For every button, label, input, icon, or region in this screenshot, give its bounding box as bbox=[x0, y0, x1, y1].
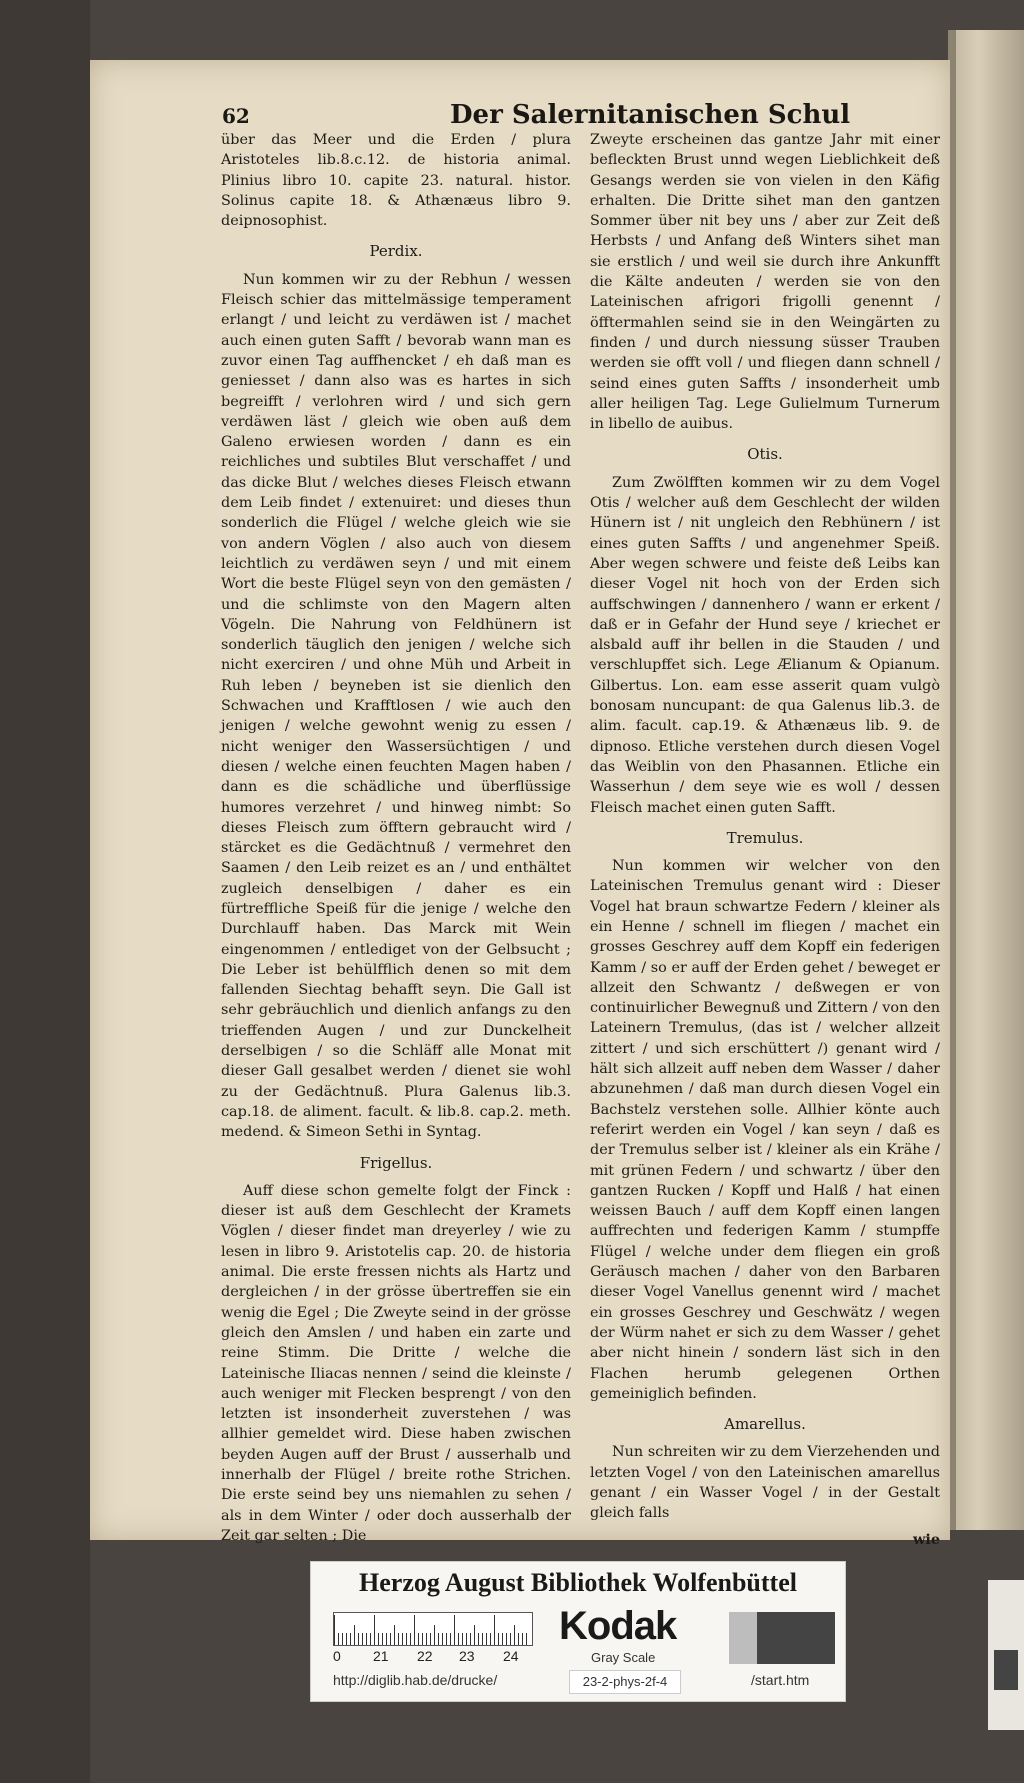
perdix-paragraph: Nun kommen wir zu der Rebhun / wessen Fleisch schier das mittelmässige temperament erlangt / und leicht zu verdäwen ist / machet auch einen guten Safft / bevorab wann man es zuvor einen Tag auffhencket / eh daß man es geniesset / dann also was es hartes in sich begreifft / verlohren wird / und sich gern verdäwen läst / gleich wie oben auß dem Galeno erwiesen worden / dann es ein reichliches und subtiles Blut verschaffet / und das dicke Blut / welches dieses Fleisch etwann dem Leib findet / extenuiret: und dieses thun sonderlich die Flügel / welche gleich wie sie von andern Vöglen / also auch von diesem leichtlich zu verdäwen seyn / und mit einem Wort die beste Flügel seyn von den gemästen / und die schlimste von den Magern alten Vögeln. Die Nahrung von Feldhünern ist sonderlich täuglich den jenigen / welche sich nicht exerciren / und ohne Müh und Arbeit in Ruh leben / beyneben ist sie dienlich den Schwachen und Krafftlosen / wie auch den jenigen / welche gewohnt wenig zu essen / nicht weniger den Wassersüchtigen / und diesen / welche einen feuchten Magen haben / dann es die schädliche und überflüssige humores verzehret / und hinweg nimbt: So dieses Fleisch zum öfftern gebraucht wird / stärcket es die Gedächtnuß / vermehret den Saamen / den Leib reizet es an / und enthältet zugleich denselbigen / daher es ein fürtreffliche Speiß für die jenige / welche den Durchlauff haben. Das Marck mit Wein eingenommen / entlediget von der Gelbsucht ; Die Leber ist behülfflich denen so mit dem fallenden Siechtag behafft seyn. Die Gall ist sehr gebräuchlich und dienlich anfangs zu den trieffenden Augen / und zur Dunckelheit derselbigen / so die Schläff alle Monat mit dieser Gall gesalbet werden / dienet sie wohl zu der Gedächtnuß. Plura Galenus lib.3. cap.18. de aliment. facult. & lib.8. cap.2. meth. medend. & Simeon Sethi in Syntag. bbox=[221, 271, 571, 1141]
ruler-tick bbox=[474, 1625, 475, 1645]
ruler-tick bbox=[486, 1633, 487, 1645]
adjacent-swatch bbox=[994, 1650, 1018, 1690]
ruler-tick bbox=[390, 1633, 391, 1645]
ruler-tick bbox=[518, 1633, 519, 1645]
ruler-tick bbox=[370, 1633, 371, 1645]
ruler-tick bbox=[522, 1633, 523, 1645]
ruler-tick bbox=[438, 1633, 439, 1645]
ruler-tick bbox=[402, 1633, 403, 1645]
next-page-edge bbox=[948, 30, 1024, 1530]
ruler-tick bbox=[358, 1633, 359, 1645]
ruler-tick bbox=[498, 1633, 499, 1645]
ruler-tick bbox=[526, 1633, 527, 1645]
ruler-tick bbox=[506, 1633, 507, 1645]
frigellus-paragraph: Auff diese schon gemelte folgt der Finck : dieser ist auß dem Geschlecht der Kramets Vöglen / dieser findet man dreyerley / wie zu lesen in libro 9. Aristotelis cap. 20. de historia animal. Die erste fressen nichts als Hartz und dergleichen / in der grösse übertreffen sie ein wenig die Egel ; Die Zweyte seind in der grösse gleich den Amslen / und haben ein zarte und reine Stimm. Die Dritte / welche die Lateinische Iliacas nennen / seind die kleinste / auch weniger mit Flecken besprengt / von den letzten ist insonderheit zuverstehen / was allhier gemeldet wird. Diese haben zwischen beyden Augen auff der Brust / ausserhalb und innerhalb der Flügel / breite rothe Strichen. Die erste seind bey uns niemahlen zu sehen / als in dem Winter / oder doch ausserhalb der Zeit gar selten ; Die bbox=[221, 1182, 571, 1544]
ruler-tick bbox=[350, 1633, 351, 1645]
ruler-tick bbox=[466, 1633, 467, 1645]
url-suffix: /start.htm bbox=[751, 1672, 810, 1688]
ruler-tick bbox=[374, 1615, 375, 1645]
ruler-label: 22 bbox=[417, 1648, 433, 1664]
library-name: Herzog August Bibliothek Wolfenbüttel bbox=[359, 1568, 797, 1597]
ruler-tick bbox=[478, 1633, 479, 1645]
ruler-tick bbox=[454, 1615, 455, 1645]
ruler-tick bbox=[482, 1633, 483, 1645]
ruler-tick bbox=[458, 1633, 459, 1645]
kodak-logo: Kodak bbox=[559, 1604, 677, 1648]
ruler-tick bbox=[514, 1625, 515, 1645]
gray-swatch bbox=[729, 1612, 757, 1664]
ruler-tick bbox=[394, 1625, 395, 1645]
heading-otis: Otis. bbox=[747, 445, 783, 464]
library-color-card bbox=[310, 1561, 846, 1702]
page-number: 62 bbox=[222, 104, 250, 128]
intro-paragraph: über das Meer und die Erden / plura Aristoteles lib.8.c.12. de historia animal. Plinius libro 10. capite 23. natural. histor. Solinus capite 18. & Athænæus libro 9. deipnosophist. bbox=[221, 132, 571, 230]
heading-frigellus: Frigellus. bbox=[359, 1153, 433, 1172]
adjacent-card bbox=[988, 1580, 1024, 1730]
ruler-tick bbox=[470, 1633, 471, 1645]
ruler-tick bbox=[334, 1615, 335, 1645]
heading-perdix: Perdix. bbox=[369, 242, 423, 261]
ruler-tick bbox=[410, 1633, 411, 1645]
ruler-tick bbox=[342, 1633, 343, 1645]
gray-scale-label: Gray Scale bbox=[591, 1650, 656, 1665]
ruler-tick bbox=[502, 1633, 503, 1645]
ruler-tick bbox=[354, 1625, 355, 1645]
ruler-tick bbox=[338, 1633, 339, 1645]
heading-amarellus: Amarellus. bbox=[724, 1415, 806, 1434]
ruler-tick bbox=[362, 1633, 363, 1645]
url-signature: 23-2-phys-2f-4 bbox=[569, 1670, 681, 1694]
ruler-tick bbox=[414, 1615, 415, 1645]
ruler-tick bbox=[378, 1633, 379, 1645]
ruler-label: 23 bbox=[459, 1648, 475, 1664]
tremulus-paragraph: Nun kommen wir welcher von den Lateinischen Tremulus genant wird : Dieser Vogel hat braun schwartze Federn / kleiner als ein Henne / schnell im fliegen / machet ein grosses Geschrey auff dem Kopff ein federigen Kamm / so er auff der Erden gehet / beweget er allzeit den Schwantz / deßwegen er von continuirlicher Bewegnuß und Zittern / von den Lateinern Tremulus, (das ist / welcher allzeit zittert / und sich erschüttert /) genant wird / hält sich allzeit auff neben dem Wasser / daher abzunehmen / daß man durch diesen Vogel ein Bachstelz verstehen solle. Allhier könte auch referirt werden ein Vogel / kan seyn / daß es der Tremulus selber ist / kleiner als ein Krähe / mit grünen Federn / und schwartz / über den gantzen Rucken / Kopff und Halß / hat einen weissen Bauch / auff dem Kopff einen langen auffrechten und federigen Kamm / stumpffe Flügel / welche under dem fliegen ein groß Geräusch machen / daher von den Barbaren dieser Vogel Vanellus genennt wird / machet ein grosses Geschrey und Geschwätz / wegen der Würm nahet er sich zu dem Wasser / gehet aber nicht hinein / sondern läst sich in den Flachen herumb gelegenen Orthen gemeiniglich befinden. bbox=[590, 858, 940, 1402]
ruler-tick bbox=[434, 1625, 435, 1645]
scale-ruler bbox=[333, 1612, 533, 1646]
heading-tremulus: Tremulus. bbox=[726, 828, 804, 847]
ruler-tick bbox=[446, 1633, 447, 1645]
page-header bbox=[90, 100, 950, 134]
ruler-tick bbox=[346, 1633, 347, 1645]
running-title: Der Salernitanischen Schul bbox=[450, 100, 851, 130]
ruler-tick bbox=[386, 1633, 387, 1645]
ruler-tick bbox=[418, 1633, 419, 1645]
ruler-tick bbox=[382, 1633, 383, 1645]
ruler-tick bbox=[406, 1633, 407, 1645]
ruler-tick bbox=[490, 1633, 491, 1645]
ruler-label: 0 bbox=[333, 1648, 341, 1664]
ruler-tick bbox=[398, 1633, 399, 1645]
ruler-tick bbox=[430, 1633, 431, 1645]
ruler-tick bbox=[450, 1633, 451, 1645]
ruler-tick bbox=[442, 1633, 443, 1645]
amarellus-paragraph: Nun schreiten wir zu dem Vierzehenden und letzten Vogel / von den Lateinischen amarellus genant / ein Wasser Vogel / in der Gestalt gleich falls bbox=[590, 1444, 940, 1522]
ruler-tick bbox=[494, 1615, 495, 1645]
ruler-tick bbox=[426, 1633, 427, 1645]
url-prefix: http://diglib.hab.de/drucke/ bbox=[333, 1672, 498, 1688]
dark-swatch bbox=[757, 1612, 835, 1664]
continued-paragraph: Zweyte erscheinen das gantze Jahr mit einer befleckten Brust unnd wegen Lieblichkeit deß Gesangs werden sie von vielen in den Käfig erhalten. Die Dritte sihet man den gantzen Sommer über nit bey uns / aber zur Zeit deß Herbsts / und Anfang deß Winters sihet man sie erstlich / und weil sie durch ihre Ankunfft die Kälte andeuten / werden sie von den Lateinischen afrigori frigolli genennt / öfftermahlen seind sie in den Weingärten zu finden / und durch niessung süsser Trauben werden sie offt voll / und fliegen dann schnell / seind eines guten Saffts / insonderheit umb aller heiligen Tag. Lege Gulielmum Turnerum in libello de auibus. bbox=[590, 132, 940, 433]
right-column bbox=[590, 130, 940, 1550]
ruler-tick bbox=[510, 1633, 511, 1645]
book-page bbox=[90, 60, 950, 1548]
catchword: wie bbox=[912, 1530, 940, 1548]
ruler-tick bbox=[462, 1633, 463, 1645]
ruler-label: 21 bbox=[373, 1648, 389, 1664]
ruler-tick bbox=[366, 1633, 367, 1645]
ruler-tick bbox=[422, 1633, 423, 1645]
background-left bbox=[0, 0, 90, 1783]
ruler-label: 24 bbox=[503, 1648, 519, 1664]
left-column bbox=[221, 130, 571, 1556]
otis-paragraph: Zum Zwölfften kommen wir zu dem Vogel Otis / welcher auß dem Geschlecht der wilden Hünern ist / nit ungleich den Rebhünern / ist eines guten Saffts / und angenehmer Speiß. Aber wegen schwere und feiste deß Leibs kan dieser Vogel nit hoch von der Erden sich auffschwingen / dannenhero / wann er erkent / daß er in Gefahr der Hund seye / kriechet er alsbald auff ihr bellen in die Stauden / und verschlupffet sich. Lege Ælianum & Opianum. Gilbertus. Lon. eam esse asserit quam vulgò bonosam nuncupant: de qua Galenus lib.3. de alim. facult. cap.19. & Athænæus lib. 9. de dipnoso. Etliche verstehen durch diesen Vogel das Weiblin von den Phasannen. Etliche ein Wasserhun / dem seye wie es woll / dessen Fleisch machet einen guten Safft. bbox=[590, 474, 940, 816]
